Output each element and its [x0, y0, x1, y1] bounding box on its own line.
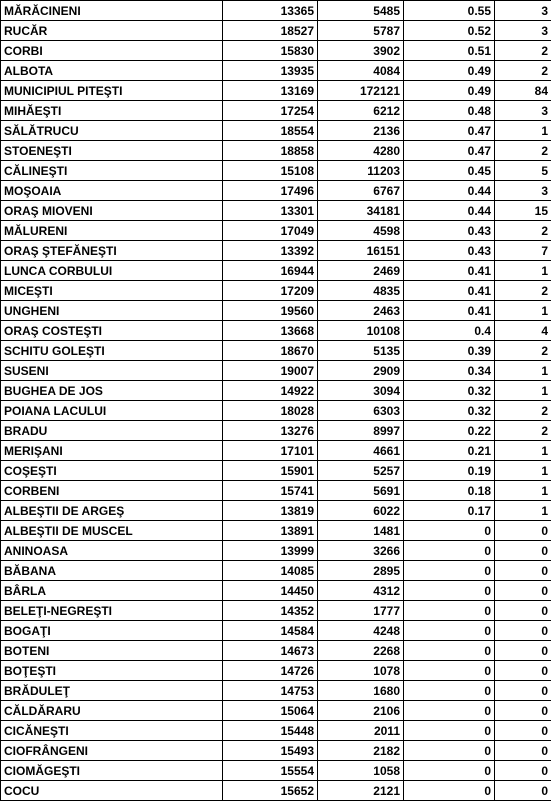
rate-cell: 0.18: [404, 481, 495, 501]
population-cell: 2463: [318, 301, 404, 321]
rate-cell: 0: [404, 761, 495, 781]
rate-cell: 0.48: [404, 101, 495, 121]
rate-cell: 0: [404, 641, 495, 661]
rate-cell: 0: [404, 521, 495, 541]
rate-cell: 0.39: [404, 341, 495, 361]
locality-name-cell: COCU: [1, 781, 223, 801]
rate-cell: 0.47: [404, 121, 495, 141]
code-cell: 13891: [223, 521, 318, 541]
count-cell: 1: [495, 121, 551, 141]
population-cell: 6022: [318, 501, 404, 521]
population-cell: 5485: [318, 1, 404, 21]
code-cell: 15108: [223, 161, 318, 181]
table-row: [1, 181, 551, 201]
count-cell: 3: [495, 101, 551, 121]
table-row: [1, 501, 551, 521]
rate-cell: 0.55: [404, 1, 495, 21]
locality-name-cell: MĂRĂCINENI: [1, 1, 223, 21]
table-row: [1, 701, 551, 721]
code-cell: 18028: [223, 401, 318, 421]
locality-name-cell: BOTENI: [1, 641, 223, 661]
rate-cell: 0.41: [404, 261, 495, 281]
population-cell: 4084: [318, 61, 404, 81]
count-cell: 0: [495, 541, 551, 561]
rate-cell: 0: [404, 721, 495, 741]
code-cell: 13935: [223, 61, 318, 81]
population-cell: 4248: [318, 621, 404, 641]
count-cell: 0: [495, 641, 551, 661]
locality-name-cell: ORAŞ ŞTEFĂNEŞTI: [1, 241, 223, 261]
count-cell: 0: [495, 781, 551, 801]
population-cell: 6303: [318, 401, 404, 421]
count-cell: 1: [495, 441, 551, 461]
population-cell: 2011: [318, 721, 404, 741]
locality-name-cell: LUNCA CORBULUI: [1, 261, 223, 281]
rate-cell: 0.41: [404, 281, 495, 301]
locality-name-cell: BUGHEA DE JOS: [1, 381, 223, 401]
rate-cell: 0.4: [404, 321, 495, 341]
locality-name-cell: BOGAŢI: [1, 621, 223, 641]
code-cell: 18554: [223, 121, 318, 141]
code-cell: 14673: [223, 641, 318, 661]
population-cell: 34181: [318, 201, 404, 221]
locality-name-cell: POIANA LACULUI: [1, 401, 223, 421]
table-row: [1, 641, 551, 661]
population-cell: 5135: [318, 341, 404, 361]
population-cell: 4312: [318, 581, 404, 601]
count-cell: 2: [495, 221, 551, 241]
count-cell: 1: [495, 481, 551, 501]
code-cell: 13365: [223, 1, 318, 21]
table-row: [1, 721, 551, 741]
code-cell: 15830: [223, 41, 318, 61]
code-cell: 15554: [223, 761, 318, 781]
locality-name-cell: SĂLĂTRUCU: [1, 121, 223, 141]
table-row: [1, 21, 551, 41]
rate-cell: 0.43: [404, 221, 495, 241]
count-cell: 1: [495, 261, 551, 281]
rate-cell: 0: [404, 661, 495, 681]
population-cell: 5691: [318, 481, 404, 501]
rate-cell: 0: [404, 601, 495, 621]
locality-name-cell: BELEŢI-NEGREŞTI: [1, 601, 223, 621]
code-cell: 19560: [223, 301, 318, 321]
code-cell: 15493: [223, 741, 318, 761]
population-cell: 1777: [318, 601, 404, 621]
count-cell: 2: [495, 341, 551, 361]
population-cell: 2136: [318, 121, 404, 141]
population-cell: 5787: [318, 21, 404, 41]
table-row: [1, 201, 551, 221]
locality-name-cell: CORBENI: [1, 481, 223, 501]
code-cell: 17496: [223, 181, 318, 201]
table-row: [1, 781, 551, 801]
table-row: [1, 521, 551, 541]
code-cell: 13819: [223, 501, 318, 521]
locality-name-cell: MĂLURENI: [1, 221, 223, 241]
population-cell: 8997: [318, 421, 404, 441]
table-row: [1, 41, 551, 61]
table-row: [1, 121, 551, 141]
count-cell: 0: [495, 701, 551, 721]
code-cell: 14584: [223, 621, 318, 641]
count-cell: 1: [495, 501, 551, 521]
count-cell: 3: [495, 1, 551, 21]
count-cell: 2: [495, 141, 551, 161]
code-cell: 15652: [223, 781, 318, 801]
count-cell: 3: [495, 181, 551, 201]
table-row: [1, 381, 551, 401]
rate-cell: 0: [404, 561, 495, 581]
table-row: [1, 561, 551, 581]
population-cell: 2121: [318, 781, 404, 801]
population-cell: 4280: [318, 141, 404, 161]
code-cell: 18527: [223, 21, 318, 41]
table-row: [1, 141, 551, 161]
count-cell: 0: [495, 581, 551, 601]
population-cell: 2909: [318, 361, 404, 381]
rate-cell: 0.21: [404, 441, 495, 461]
table-row: [1, 681, 551, 701]
rate-cell: 0.45: [404, 161, 495, 181]
population-cell: 5257: [318, 461, 404, 481]
count-cell: 3: [495, 21, 551, 41]
table-row: [1, 281, 551, 301]
code-cell: 14753: [223, 681, 318, 701]
code-cell: 15064: [223, 701, 318, 721]
table-row: [1, 341, 551, 361]
table-row: [1, 741, 551, 761]
code-cell: 15741: [223, 481, 318, 501]
code-cell: 15448: [223, 721, 318, 741]
count-cell: 84: [495, 81, 551, 101]
locality-name-cell: ORAŞ MIOVENI: [1, 201, 223, 221]
table-row: [1, 441, 551, 461]
code-cell: 14922: [223, 381, 318, 401]
rate-cell: 0: [404, 781, 495, 801]
count-cell: 1: [495, 381, 551, 401]
locality-name-cell: BRĂDULEŢ: [1, 681, 223, 701]
table-row: [1, 581, 551, 601]
code-cell: 13276: [223, 421, 318, 441]
count-cell: 2: [495, 401, 551, 421]
table-row: [1, 621, 551, 641]
rate-cell: 0.44: [404, 201, 495, 221]
code-cell: 13668: [223, 321, 318, 341]
locality-name-cell: CICĂNEŞTI: [1, 721, 223, 741]
locality-name-cell: MICEŞTI: [1, 281, 223, 301]
count-cell: 2: [495, 421, 551, 441]
locality-name-cell: CORBI: [1, 41, 223, 61]
rate-cell: 0.51: [404, 41, 495, 61]
rate-cell: 0.32: [404, 381, 495, 401]
rate-cell: 0: [404, 681, 495, 701]
population-cell: 2106: [318, 701, 404, 721]
locality-name-cell: CĂLINEŞTI: [1, 161, 223, 181]
rate-cell: 0.17: [404, 501, 495, 521]
count-cell: 0: [495, 761, 551, 781]
locality-name-cell: MUNICIPIUL PITEŞTI: [1, 81, 223, 101]
population-cell: 1078: [318, 661, 404, 681]
table-row: [1, 301, 551, 321]
rate-cell: 0.47: [404, 141, 495, 161]
code-cell: 13999: [223, 541, 318, 561]
population-cell: 2182: [318, 741, 404, 761]
count-cell: 0: [495, 721, 551, 741]
population-cell: 2469: [318, 261, 404, 281]
rate-cell: 0.49: [404, 81, 495, 101]
population-cell: 4835: [318, 281, 404, 301]
table-row: [1, 81, 551, 101]
table-row: [1, 461, 551, 481]
population-cell: 172121: [318, 81, 404, 101]
count-cell: 4: [495, 321, 551, 341]
code-cell: 18670: [223, 341, 318, 361]
table-row: [1, 421, 551, 441]
population-cell: 6212: [318, 101, 404, 121]
count-cell: 5: [495, 161, 551, 181]
locality-name-cell: RUCĂR: [1, 21, 223, 41]
count-cell: 1: [495, 461, 551, 481]
locality-name-cell: BÂRLA: [1, 581, 223, 601]
code-cell: 18858: [223, 141, 318, 161]
code-cell: 16944: [223, 261, 318, 281]
population-cell: 16151: [318, 241, 404, 261]
rate-cell: 0.22: [404, 421, 495, 441]
table-row: [1, 1, 551, 21]
table-row: [1, 161, 551, 181]
locality-name-cell: CĂLDĂRARU: [1, 701, 223, 721]
locality-name-cell: MERIŞANI: [1, 441, 223, 461]
code-cell: 14085: [223, 561, 318, 581]
count-cell: 2: [495, 41, 551, 61]
rate-cell: 0.34: [404, 361, 495, 381]
table-row: [1, 401, 551, 421]
population-cell: 4598: [318, 221, 404, 241]
rate-cell: 0: [404, 741, 495, 761]
rate-cell: 0: [404, 701, 495, 721]
rate-cell: 0: [404, 621, 495, 641]
rate-cell: 0: [404, 541, 495, 561]
code-cell: 13169: [223, 81, 318, 101]
code-cell: 15901: [223, 461, 318, 481]
population-cell: 1680: [318, 681, 404, 701]
locality-name-cell: UNGHENI: [1, 301, 223, 321]
count-cell: 7: [495, 241, 551, 261]
count-cell: 0: [495, 521, 551, 541]
table-row: [1, 361, 551, 381]
count-cell: 2: [495, 61, 551, 81]
population-cell: 3266: [318, 541, 404, 561]
count-cell: 15: [495, 201, 551, 221]
rate-cell: 0.49: [404, 61, 495, 81]
population-cell: 3094: [318, 381, 404, 401]
rate-cell: 0.43: [404, 241, 495, 261]
count-cell: 1: [495, 361, 551, 381]
count-cell: 0: [495, 621, 551, 641]
locality-name-cell: ALBEŞTII DE ARGEŞ: [1, 501, 223, 521]
code-cell: 17209: [223, 281, 318, 301]
locality-name-cell: ALBEŞTII DE MUSCEL: [1, 521, 223, 541]
count-cell: 0: [495, 601, 551, 621]
table-row: [1, 61, 551, 81]
table-row: [1, 101, 551, 121]
table-row: [1, 661, 551, 681]
table-row: [1, 241, 551, 261]
table-row: [1, 321, 551, 341]
locality-name-cell: ORAŞ COSTEŞTI: [1, 321, 223, 341]
count-cell: 0: [495, 741, 551, 761]
code-cell: 14450: [223, 581, 318, 601]
locality-name-cell: ANINOASA: [1, 541, 223, 561]
population-cell: 3902: [318, 41, 404, 61]
table-row: [1, 761, 551, 781]
locality-name-cell: BRADU: [1, 421, 223, 441]
table-row: [1, 601, 551, 621]
population-cell: 2268: [318, 641, 404, 661]
code-cell: 13301: [223, 201, 318, 221]
code-cell: 14726: [223, 661, 318, 681]
locality-name-cell: CIOMĂGEŞTI: [1, 761, 223, 781]
locality-name-cell: CIOFRÂNGENI: [1, 741, 223, 761]
population-cell: 11203: [318, 161, 404, 181]
table-row: [1, 541, 551, 561]
population-cell: 6767: [318, 181, 404, 201]
code-cell: 19007: [223, 361, 318, 381]
code-cell: 17101: [223, 441, 318, 461]
population-cell: 1481: [318, 521, 404, 541]
rate-cell: 0.44: [404, 181, 495, 201]
locality-name-cell: ALBOTA: [1, 61, 223, 81]
locality-name-cell: BĂBANA: [1, 561, 223, 581]
population-cell: 1058: [318, 761, 404, 781]
rate-cell: 0.19: [404, 461, 495, 481]
code-cell: 17049: [223, 221, 318, 241]
rate-cell: 0.32: [404, 401, 495, 421]
locality-name-cell: BOŢEŞTI: [1, 661, 223, 681]
table-row: [1, 481, 551, 501]
count-cell: 0: [495, 681, 551, 701]
locality-name-cell: STOENEŞTI: [1, 141, 223, 161]
code-cell: 17254: [223, 101, 318, 121]
table-body: [1, 1, 551, 801]
count-cell: 2: [495, 281, 551, 301]
code-cell: 13392: [223, 241, 318, 261]
count-cell: 0: [495, 561, 551, 581]
locality-name-cell: COŞEŞTI: [1, 461, 223, 481]
population-cell: 10108: [318, 321, 404, 341]
rate-cell: 0.52: [404, 21, 495, 41]
count-cell: 0: [495, 661, 551, 681]
population-cell: 4661: [318, 441, 404, 461]
population-cell: 2895: [318, 561, 404, 581]
table-row: [1, 221, 551, 241]
locality-name-cell: SCHITU GOLEŞTI: [1, 341, 223, 361]
count-cell: 1: [495, 301, 551, 321]
code-cell: 14352: [223, 601, 318, 621]
rate-cell: 0.41: [404, 301, 495, 321]
table-row: [1, 261, 551, 281]
rate-cell: 0: [404, 581, 495, 601]
locality-name-cell: MIHĂEŞTI: [1, 101, 223, 121]
locality-name-cell: MOŞOAIA: [1, 181, 223, 201]
locality-name-cell: SUSENI: [1, 361, 223, 381]
